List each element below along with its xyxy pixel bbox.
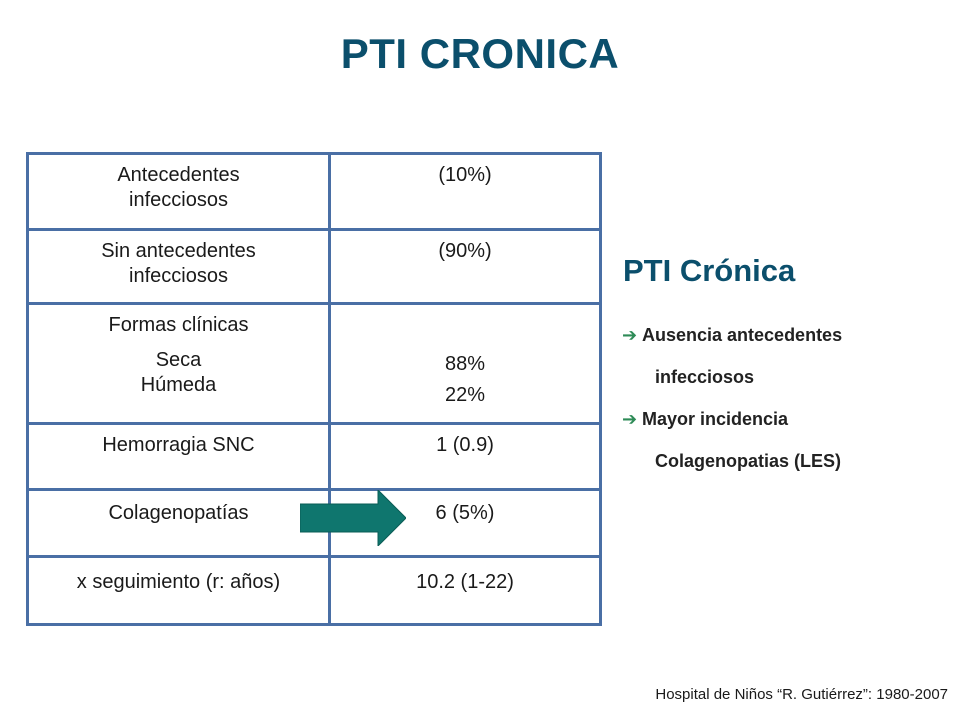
row-label: Hemorragia SNC: [29, 425, 331, 488]
green-arrow-bullet-icon: ➔: [622, 324, 638, 345]
right-arrow-icon: [300, 490, 406, 546]
row-label: Colagenopatías: [29, 491, 331, 555]
data-table: [26, 152, 602, 626]
row-value: (90%): [438, 240, 492, 262]
bullet-item: ➔ Mayor incidencia: [622, 408, 789, 429]
bullet-item-continuation: Colagenopatias (LES): [655, 450, 842, 471]
bullet-item-continuation: infecciosos: [655, 366, 755, 387]
table-row: [29, 155, 599, 228]
row-label: Sin antecedentes infecciosos: [29, 231, 331, 302]
table-row: [29, 302, 599, 422]
row-value: 1 (0.9): [436, 434, 494, 456]
table-row: [29, 555, 599, 623]
table-row: [29, 422, 599, 488]
green-arrow-bullet-icon: ➔: [622, 408, 638, 429]
row-label: Formas clínicas Seca Húmeda: [29, 305, 331, 422]
bullet-item: ➔ Ausencia antecedentes: [622, 324, 843, 345]
row-label: Antecedentes infecciosos: [29, 155, 331, 228]
row-value: 10.2 (1-22): [416, 571, 514, 593]
row-value: 6 (5%): [435, 502, 495, 524]
source-footer: Hospital de Niños “R. Gutiérrez”: 1980-2007: [655, 686, 948, 703]
page-title: PTI CRONICA: [340, 30, 620, 77]
bullet-list: [622, 314, 942, 482]
side-title: PTI Crónica: [623, 253, 796, 288]
table-row: [29, 228, 599, 302]
row-value: (10%): [438, 164, 492, 186]
row-label: x seguimiento (r: años): [29, 558, 331, 623]
row-value: 88% 22%: [444, 353, 486, 406]
